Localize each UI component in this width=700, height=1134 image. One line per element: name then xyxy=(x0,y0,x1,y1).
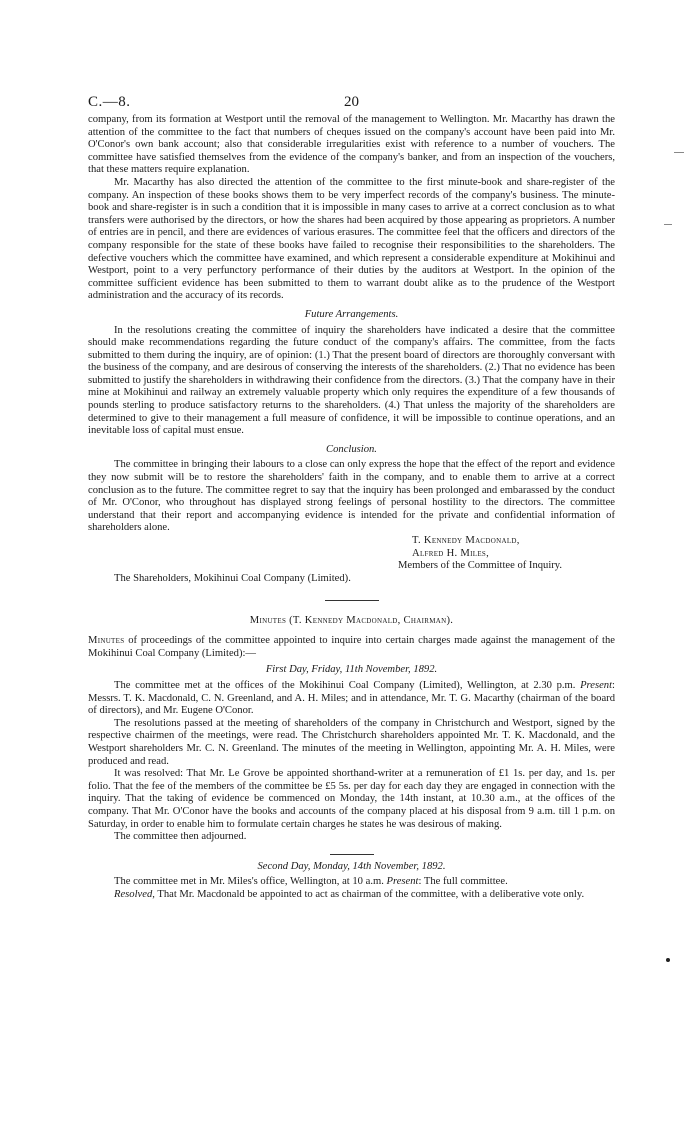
section-heading-conclusion: Conclusion. xyxy=(326,443,377,455)
paragraph: It was resolved: That Mr. Le Grove be appointed shorthand-writer at a remuneration of £1 1s. per day, and 1s. per folio. That the fee of the members of the committee be £5 5s. per day for each day they are engaged in connection with the inquiry. That the taking of evidence be commenced on Monday, the 14th instant, at 10.30 a.m., at the offices of the company. That Mr. O'Conor have the books and accounts of the company placed at his disposal from 9 a.m. till 1 p.m. on Saturday, in order to enable him to formulate certain charges he states he was desirous of making. xyxy=(88,768,615,830)
paragraph: Mr. Macarthy has also directed the attention of the committee to the first minute-book and share-register of the company. An inspection of these books shows them to be very imperfect records of the company's business. The minute-book and share-register is in such a condition that it is impossible in many cases to arrive at a correct conclusion as to what transfers were authorised by the directors, or how the shares had been acquired by those appearing as proprietors. A number of entries are in pencil, and there are evidences of various erasures. The committee feel that the officers and directors of the company responsible for the state of these books have failed to recognise their responsibilities to the shareholders. The defective vouchers which the committee have examined, and which represent a considerable expenditure at Mokihinui and Westport, point to a very perfunctory performance of their duties by the auditors at Westport. In the opinion of the committee sufficient evidence has been submitted to them to warrant doubt alike as to the prudence of the Westport administration and the accuracy of its records. xyxy=(88,176,615,302)
day-heading: First Day, Friday, 11th November, 1892. xyxy=(265,664,438,676)
paragraph: The committee then adjourned. xyxy=(114,831,247,843)
margin-dot xyxy=(666,958,670,962)
paragraph: The resolutions passed at the meeting of shareholders of the company in Christchurch and Westport, signed by the respective chairmen of the meetings, were read. The Christchurch shareholders appointed Mr. T. K. Macdonald, and the Westport shareholders Mr. C. N. Greenland. The minutes of the meeting in Wellington, appointing Mr. A. H. Miles, were produced and read. xyxy=(88,717,615,767)
present-label: Present xyxy=(580,679,613,691)
signatory-role: Members of the Committee of Inquiry. xyxy=(398,560,563,572)
paragraph xyxy=(88,680,615,718)
paragraph: In the resolutions creating the committee of inquiry the shareholders have indicated a desire that the committee should make recommendations regarding the future conduct of the company's affairs. The committee, from the facts submitted to them during the inquiry, are of opinion: (1.) That the present board of directors are thoroughly conversant with the business of the company, and are desirous of conserving the interests of the shareholders. (2.) That no evidence has been submitted to justify the shareholders in withdrawing their confidence from the directors. (3.) That the company have in their mine at Mokihinui and railway an extremely valuable property which only requires the expenditure of a few thousands of pounds sterling to produce satisfactory returns to the shareholders. (4.) That unless the majority of the shareholders are determined to give to their management a full measure of confidence, it will be impossible to continue operations, and an inevitable loss of capital must ensue. xyxy=(88,324,615,437)
page-number: 20 xyxy=(344,94,359,110)
paragraph: The committee in bringing their labours to a close can only express the hope that the effect of the report and evidence they now submit will be to restore the shareholders' faith in the company, and to enable them to arrive at a correct conclusion as to the future. The committee regret to say that the inquiry has been prolonged and embarassed by the conduct of Mr. O'Conor, who throughout has displayed strong feelings of personal hostility to the directors. The committee understand that their report and accompanying evidence is intended for the private and confidential information of shareholders alone. xyxy=(88,459,615,534)
paragraph xyxy=(88,889,615,902)
resolved-label: Resolved xyxy=(114,888,153,900)
text-run: : The full committee. xyxy=(418,876,508,888)
minutes-title: Minutes (T. Kennedy Macdonald, Chairman). xyxy=(249,614,454,626)
signatory-name: T. Kennedy Macdonald, xyxy=(412,535,520,546)
text-run: The committee met at the offices of the Mokihinui Coal Company (Limited), Wellington, at 2.30 p.m. xyxy=(114,679,581,691)
text-run: , That Mr. Macdonald be appointed to act as chairman of the committee, with a deliberative vote only. xyxy=(152,888,585,900)
minutes-intro xyxy=(88,635,615,660)
minutes-lead: Minutes xyxy=(88,635,125,647)
text-run: : Messrs. T. K. Macdonald, C. N. Greenland, and A. H. Miles; and in attendance, Mr. T. G. Macarthy (chairman of the board of directors), and Mr. Eugene O'Conor. xyxy=(88,679,615,717)
document-page xyxy=(88,92,615,901)
margin-mark xyxy=(664,224,672,225)
paragraph xyxy=(88,876,615,889)
present-label: Present xyxy=(386,876,419,888)
margin-mark xyxy=(674,152,684,153)
section-divider xyxy=(330,854,374,855)
section-heading-future: Future Arrangements. xyxy=(304,308,399,320)
signatory-name: Alfred H. Miles, xyxy=(412,547,490,559)
addressee: The Shareholders, Mokihinui Coal Company (Limited). xyxy=(114,573,351,584)
day-heading: Second Day, Monday, 14th November, 1892. xyxy=(257,860,446,872)
minutes-intro-text: of proceedings of the committee appointed to inquire into certain charges made against the management of the Mokihinui Coal Company (Limited):— xyxy=(88,635,615,659)
signature-block xyxy=(398,535,615,573)
section-divider xyxy=(325,600,379,601)
text-run: The committee met in Mr. Miles's office, Wellington, at 10 a.m. xyxy=(114,876,387,888)
paragraph: company, from its formation at Westport until the removal of the management to Wellington. Mr. Macarthy has drawn the attention of the committee to the fact that numbers of cheques issued on the company's account have been paid into Mr. O'Conor's own bank account; also that considerable irregularities exist with reference to a number of vouchers. The committee have satisfied themselves from the evidence of the company's banker, and from an inspection of the vouchers, that these matters require explanation. xyxy=(88,114,615,176)
document-code: C.—8. xyxy=(88,94,131,110)
page-header xyxy=(88,92,615,112)
